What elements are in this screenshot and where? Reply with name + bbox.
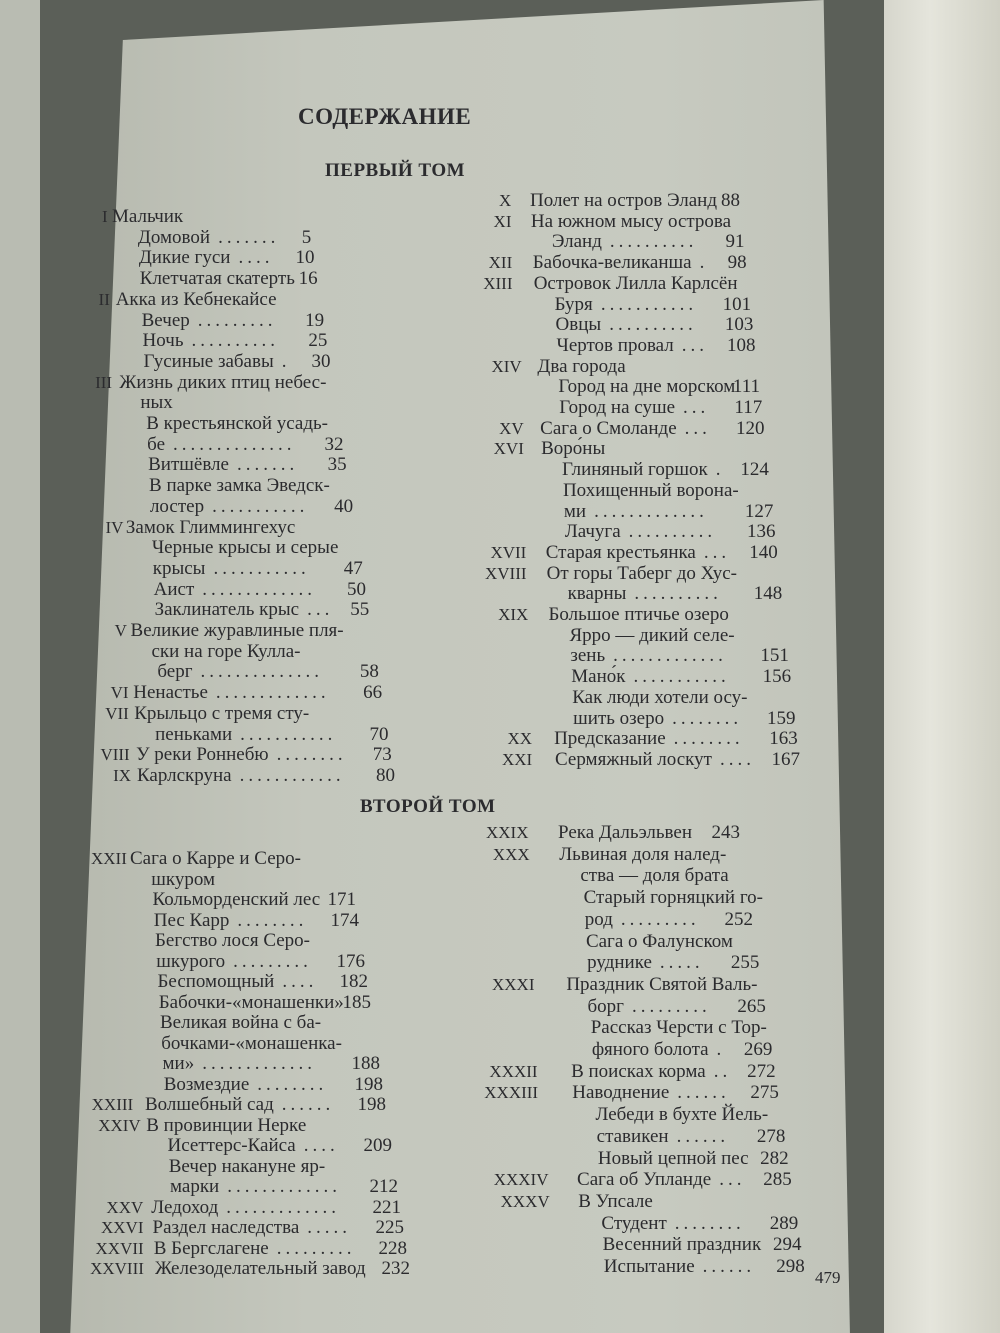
leader-dots: ........... <box>213 557 310 579</box>
section-title: Весенний праздник <box>602 1234 762 1256</box>
leader-dots: ... <box>683 397 710 418</box>
chapter-title: Ледоход <box>151 1196 219 1218</box>
leader-dots: ... <box>703 541 731 563</box>
leader-dots: ......... <box>233 950 312 972</box>
leader-dots: ............. <box>594 500 708 522</box>
section-title: В крестьянской усадь- <box>146 413 328 434</box>
chapter-roman-numeral: XXI <box>502 749 533 769</box>
section-title: ства — доля брата <box>580 865 729 887</box>
page-reference: 70 <box>369 723 389 745</box>
section-title: ми» <box>162 1053 195 1074</box>
section-title: кварны <box>567 583 627 605</box>
section-title: Испытание <box>603 1256 695 1277</box>
leader-dots: .... <box>282 971 318 992</box>
leader-dots: .... <box>719 748 755 770</box>
section-title: Студент <box>601 1212 667 1234</box>
chapter-title: Старая крестьянка <box>545 541 696 563</box>
leader-dots: .......... <box>609 231 698 253</box>
page-reference: 88 <box>721 190 740 211</box>
section-title: Кольморденский лес <box>152 889 321 910</box>
chapter-roman-numeral: XIII <box>483 273 513 293</box>
section-title: крысы <box>152 557 206 579</box>
chapter-roman-numeral: XXXII <box>489 1061 538 1081</box>
page-reference: 228 <box>378 1237 407 1259</box>
leader-dots: ....... <box>218 226 280 248</box>
section-title: фяного болота <box>591 1039 709 1060</box>
section-title: шкурого <box>156 950 226 972</box>
chapter-title: Наводнение <box>572 1082 670 1104</box>
section-title: Новый цепной пес <box>597 1147 749 1169</box>
leader-dots: ....... <box>236 454 299 476</box>
chapter-title: Праздник Святой Валь- <box>566 973 758 995</box>
section-title: шить озеро <box>573 707 665 729</box>
chapter-roman-numeral: XI <box>493 211 512 231</box>
section-title: Бабочки-«монашенки» <box>158 991 344 1013</box>
page-reference: 209 <box>363 1135 392 1156</box>
page-reference: 16 <box>298 268 318 290</box>
section-title: Лебеди в бухте Йель- <box>595 1104 769 1126</box>
page-reference: 188 <box>351 1053 380 1074</box>
page-reference: 272 <box>747 1060 776 1082</box>
leader-dots: .. <box>713 1060 732 1082</box>
chapter-roman-numeral: XXXIII <box>484 1083 539 1103</box>
section-title: Витшёвле <box>148 454 229 476</box>
chapter-title: От горы Таберг до Хус- <box>546 562 737 584</box>
section-title: Глиняный горшок <box>562 459 708 481</box>
page-reference: 140 <box>749 541 778 563</box>
leader-dots: ............. <box>215 682 330 704</box>
section-title: Пес Карр <box>153 909 230 931</box>
page-reference: 136 <box>747 521 776 543</box>
section-title: Великая война с ба- <box>160 1012 322 1033</box>
page-reference: 127 <box>744 500 774 522</box>
page-reference: 221 <box>372 1196 401 1218</box>
section-title: род <box>584 908 613 930</box>
section-title: Чертов провал <box>556 334 674 356</box>
chapter-title: Большое птичье озеро <box>548 604 729 625</box>
chapter-roman-numeral: XXXI <box>492 974 535 994</box>
page-reference: 289 <box>769 1212 799 1234</box>
leader-dots: ......... <box>276 1237 356 1259</box>
page-reference: 156 <box>762 666 792 688</box>
leader-dots: ..... <box>307 1217 351 1238</box>
chapter-roman-numeral: XVI <box>493 439 524 459</box>
page-reference: 73 <box>372 744 392 766</box>
chapter-roman-numeral: IX <box>113 765 132 785</box>
chapter-roman-numeral: III <box>95 372 113 392</box>
section-title: бочками-«монашенка- <box>161 1032 342 1054</box>
leader-dots: .............. <box>173 433 296 455</box>
leader-dots: ...... <box>676 1125 730 1147</box>
chapter-title: У реки Роннебю <box>136 744 269 766</box>
chapter-roman-numeral: XXVIII <box>90 1259 144 1278</box>
page-reference: 285 <box>763 1169 792 1191</box>
chapter-title: Мальчик <box>112 206 184 227</box>
section-title: марки <box>170 1176 220 1197</box>
page-reference: 198 <box>354 1073 383 1095</box>
chapter-title: Островок Лилла Карлсён <box>533 272 738 294</box>
leader-dots: .... <box>238 247 274 269</box>
page-reference: 66 <box>363 682 383 704</box>
chapter-title: Жизнь диких птиц небес- <box>119 371 327 393</box>
chapter-title: Ненастье <box>133 682 208 704</box>
page-reference: 225 <box>375 1217 404 1238</box>
page-reference: 10 <box>295 247 315 269</box>
chapter-roman-numeral: XXV <box>106 1197 144 1217</box>
leader-dots: ........... <box>633 666 730 688</box>
section-title: зень <box>570 645 606 667</box>
chapter-title: В провинции Нерке <box>146 1114 307 1136</box>
section-title: Сага о Фалунском <box>585 930 733 952</box>
page-reference: 101 <box>722 293 752 315</box>
section-title: берг <box>157 661 193 683</box>
chapter-title: Замок Глиммингехус <box>125 516 296 538</box>
page-reference: 275 <box>750 1082 779 1104</box>
leader-dots: ........... <box>600 293 698 315</box>
leader-dots: ...... <box>702 1256 756 1277</box>
leader-dots: .... <box>303 1135 339 1156</box>
chapter-title: Бабочка-великанша <box>532 252 692 274</box>
page-reference: 47 <box>343 557 363 579</box>
leader-dots: .......... <box>609 314 697 336</box>
section-title: борг <box>587 995 624 1017</box>
chapter-roman-numeral: XXVII <box>95 1238 144 1258</box>
chapter-roman-numeral: XX <box>507 729 532 749</box>
leader-dots: ............. <box>226 1196 341 1218</box>
page-reference: 212 <box>369 1176 398 1197</box>
chapter-roman-numeral: XXIII <box>91 1095 134 1114</box>
section-title: руднике <box>587 952 652 974</box>
page-reference: 19 <box>305 309 325 331</box>
page-reference: 108 <box>727 334 756 356</box>
section-title: бе <box>147 433 166 455</box>
leader-dots: .......... <box>634 583 722 605</box>
page-reference: 163 <box>769 728 798 750</box>
leader-dots: ............. <box>227 1176 341 1197</box>
section-title: Возмездие <box>163 1073 250 1095</box>
chapter-roman-numeral: XV <box>499 418 524 438</box>
page-reference: 5 <box>301 226 312 248</box>
page-reference: 151 <box>760 645 789 667</box>
leader-dots: ............. <box>202 1053 316 1074</box>
chapter-roman-numeral: XXIX <box>486 823 529 842</box>
section-title: Аист <box>153 578 195 600</box>
section-title: Гусиные забавы <box>143 350 274 372</box>
page-reference: 174 <box>330 909 359 931</box>
chapter-roman-numeral: XXIV <box>98 1115 141 1135</box>
chapter-title: Полет на остров Эланд <box>530 190 717 211</box>
page-reference: 98 <box>727 252 747 274</box>
section-title: ми <box>563 500 587 522</box>
leader-dots: ... <box>681 334 708 356</box>
page-reference: 103 <box>724 314 754 336</box>
leader-dots: . <box>699 252 709 274</box>
chapter-roman-numeral: XXVI <box>100 1218 144 1237</box>
page-reference: 117 <box>734 397 763 418</box>
chapter-roman-numeral: XXX <box>492 844 530 864</box>
leader-dots: . <box>281 350 291 372</box>
leader-dots: .......... <box>628 521 717 543</box>
page-reference: 25 <box>308 330 328 352</box>
leader-dots: .............. <box>200 661 324 683</box>
chapter-title: Сага об Упланде <box>577 1169 712 1191</box>
section-title: Город на суше <box>559 397 676 418</box>
chapter-roman-numeral: XXXIV <box>493 1170 549 1190</box>
chapter-roman-numeral: XIX <box>498 605 529 624</box>
leader-dots: ........ <box>237 909 308 931</box>
chapter-title: Акка из Кебнекайсе <box>115 288 277 310</box>
chapter-title: В Бергслагене <box>153 1237 269 1259</box>
chapter-title: В поисках корма <box>571 1060 706 1082</box>
leader-dots: ........ <box>672 707 743 729</box>
page-reference: 35 <box>327 454 347 476</box>
chapter-roman-numeral: II <box>98 289 110 309</box>
chapter-title: Карлскруна <box>137 764 232 786</box>
page-reference: 55 <box>350 599 370 621</box>
leader-dots: ...... <box>281 1094 335 1115</box>
chapter-roman-numeral: X <box>499 191 512 210</box>
leader-dots: . <box>716 1039 726 1060</box>
page-reference: 148 <box>753 583 783 605</box>
section-title: пеньками <box>155 723 233 745</box>
volume-1-heading: ПЕРВЫЙ ТОМ <box>325 160 466 181</box>
section-title: Беспомощный <box>157 971 275 992</box>
chapter-title: Предсказание <box>554 728 666 750</box>
page-reference: 232 <box>381 1258 410 1279</box>
leader-dots: ...... <box>677 1082 730 1104</box>
page-reference: 159 <box>767 707 796 729</box>
section-title: Заклинатель крыс <box>154 599 300 621</box>
page-reference: 111 <box>732 376 760 398</box>
page-reference: 40 <box>334 495 354 517</box>
chapter-title: Железоделательный завод <box>155 1258 366 1279</box>
page-reference: 176 <box>336 950 365 972</box>
section-title: Вечер накануне яр- <box>168 1155 326 1177</box>
section-title: Старый горняцкий го- <box>583 887 763 909</box>
chapter-title: Сага о Карре и Серо- <box>130 848 301 869</box>
page-reference: 243 <box>711 822 740 843</box>
page-reference: 120 <box>735 417 765 439</box>
section-title: Буря <box>554 293 593 315</box>
chapter-roman-numeral: V <box>114 621 127 640</box>
leader-dots: ........... <box>212 495 309 517</box>
chapter-title: В Упсале <box>578 1190 653 1212</box>
section-title: Дикие гуси <box>138 247 231 269</box>
page-reference: 278 <box>756 1125 786 1147</box>
page-reference: 282 <box>760 1147 789 1169</box>
leader-dots: ............. <box>613 645 727 667</box>
chapter-roman-numeral: XXXV <box>500 1191 550 1211</box>
leader-dots: ........ <box>673 728 744 750</box>
page-reference: 91 <box>725 231 745 253</box>
section-title: Город на дне морском <box>558 376 736 398</box>
chapter-title: Воро́ны <box>541 438 606 460</box>
chapter-title: Крыльцо с тремя сту- <box>134 702 310 724</box>
page-reference: 182 <box>339 971 368 992</box>
section-title: Домовой <box>137 226 211 248</box>
leader-dots: ............. <box>202 578 317 600</box>
chapter-title: Великие журавлиные пля- <box>130 620 344 641</box>
chapter-roman-numeral: I <box>102 207 108 226</box>
page-reference: 124 <box>740 459 769 481</box>
leader-dots: ... <box>684 417 711 439</box>
section-title: Похищенный ворона- <box>562 479 739 501</box>
chapter-roman-numeral: VII <box>105 703 129 723</box>
page-reference: 50 <box>347 578 366 600</box>
section-title: Клетчатая скатерть <box>139 268 295 290</box>
page-reference: 80 <box>376 764 395 786</box>
leader-dots: ......... <box>197 309 277 331</box>
leader-dots: ........ <box>674 1212 745 1234</box>
leader-dots: ........ <box>257 1073 328 1095</box>
leader-dots: ........... <box>240 723 337 745</box>
chapter-title: Волшебный сад <box>145 1094 274 1115</box>
section-title: Овцы <box>555 314 602 336</box>
chapter-roman-numeral: VI <box>110 683 129 703</box>
page-reference: 265 <box>737 995 766 1017</box>
section-title: Исеттерс-Кайса <box>167 1135 296 1156</box>
chapter-title: Сермяжный лоскут <box>555 748 712 770</box>
page-reference: 198 <box>357 1094 386 1115</box>
page-reference: 185 <box>342 991 371 1013</box>
section-title: Как люди хотели осу- <box>572 686 748 708</box>
section-title: ски на горе Кулла- <box>151 640 301 662</box>
section-title: лостер <box>149 495 205 517</box>
page-reference: 294 <box>773 1234 802 1256</box>
chapter-title: Два города <box>537 355 626 377</box>
page-reference: 255 <box>730 952 760 974</box>
page-title: СОДЕРЖАНИЕ <box>298 104 472 129</box>
chapter-roman-numeral: IV <box>105 517 124 537</box>
chapter-roman-numeral: XXII <box>91 849 127 868</box>
page-reference: 298 <box>776 1256 805 1277</box>
chapter-roman-numeral: VIII <box>100 745 130 765</box>
section-title: ставикен <box>596 1125 669 1147</box>
chapter-title: Сага о Смоланде <box>540 417 677 439</box>
section-title: Эланд <box>551 231 602 253</box>
leader-dots: . <box>715 459 725 481</box>
chapter-roman-numeral: XVIII <box>485 563 527 583</box>
section-title: Бегство лося Серо- <box>155 930 311 951</box>
section-title: Мано́к <box>571 666 626 688</box>
page-reference: 30 <box>311 350 331 372</box>
leader-dots: ..... <box>659 952 704 974</box>
page-reference: 167 <box>771 748 800 770</box>
leader-dots: .......... <box>191 330 279 352</box>
chapter-roman-numeral: XVII <box>490 542 527 562</box>
page-reference: 32 <box>324 433 344 455</box>
chapter-title: Львиная доля налед- <box>559 843 727 865</box>
section-title: Черные крысы и серые <box>151 537 339 559</box>
section-title: В парке замка Эведск- <box>149 475 330 497</box>
page-reference: 252 <box>724 908 753 930</box>
section-title: Ночь <box>142 330 184 352</box>
volume-2-heading: ВТОРОЙ ТОМ <box>360 796 496 817</box>
chapter-title: Раздел наследства <box>152 1217 300 1238</box>
section-title: Ярро — дикий селе- <box>569 624 735 646</box>
page-reference: 171 <box>327 889 356 910</box>
leader-dots: ......... <box>631 995 711 1017</box>
section-title: ных <box>140 392 173 414</box>
page-reference: 269 <box>743 1039 773 1060</box>
section-title: шкуром <box>151 868 216 890</box>
leader-dots: ... <box>307 599 334 621</box>
chapter-title: Река Дальэльвен <box>558 822 693 843</box>
section-title: Лачуга <box>564 521 621 543</box>
page-number: 479 <box>815 1268 841 1287</box>
chapter-title: На южном мысу острова <box>530 210 732 232</box>
section-title: Вечер <box>141 309 190 331</box>
leader-dots: ......... <box>620 908 700 930</box>
leader-dots: ............ <box>239 764 345 786</box>
chapter-roman-numeral: XIV <box>491 356 522 376</box>
page-reference: 58 <box>359 661 379 683</box>
leader-dots: ... <box>719 1169 746 1191</box>
chapter-roman-numeral: XII <box>488 253 513 273</box>
leader-dots: ........ <box>276 744 347 766</box>
section-title: Рассказ Черсти с Тор- <box>590 1017 767 1039</box>
